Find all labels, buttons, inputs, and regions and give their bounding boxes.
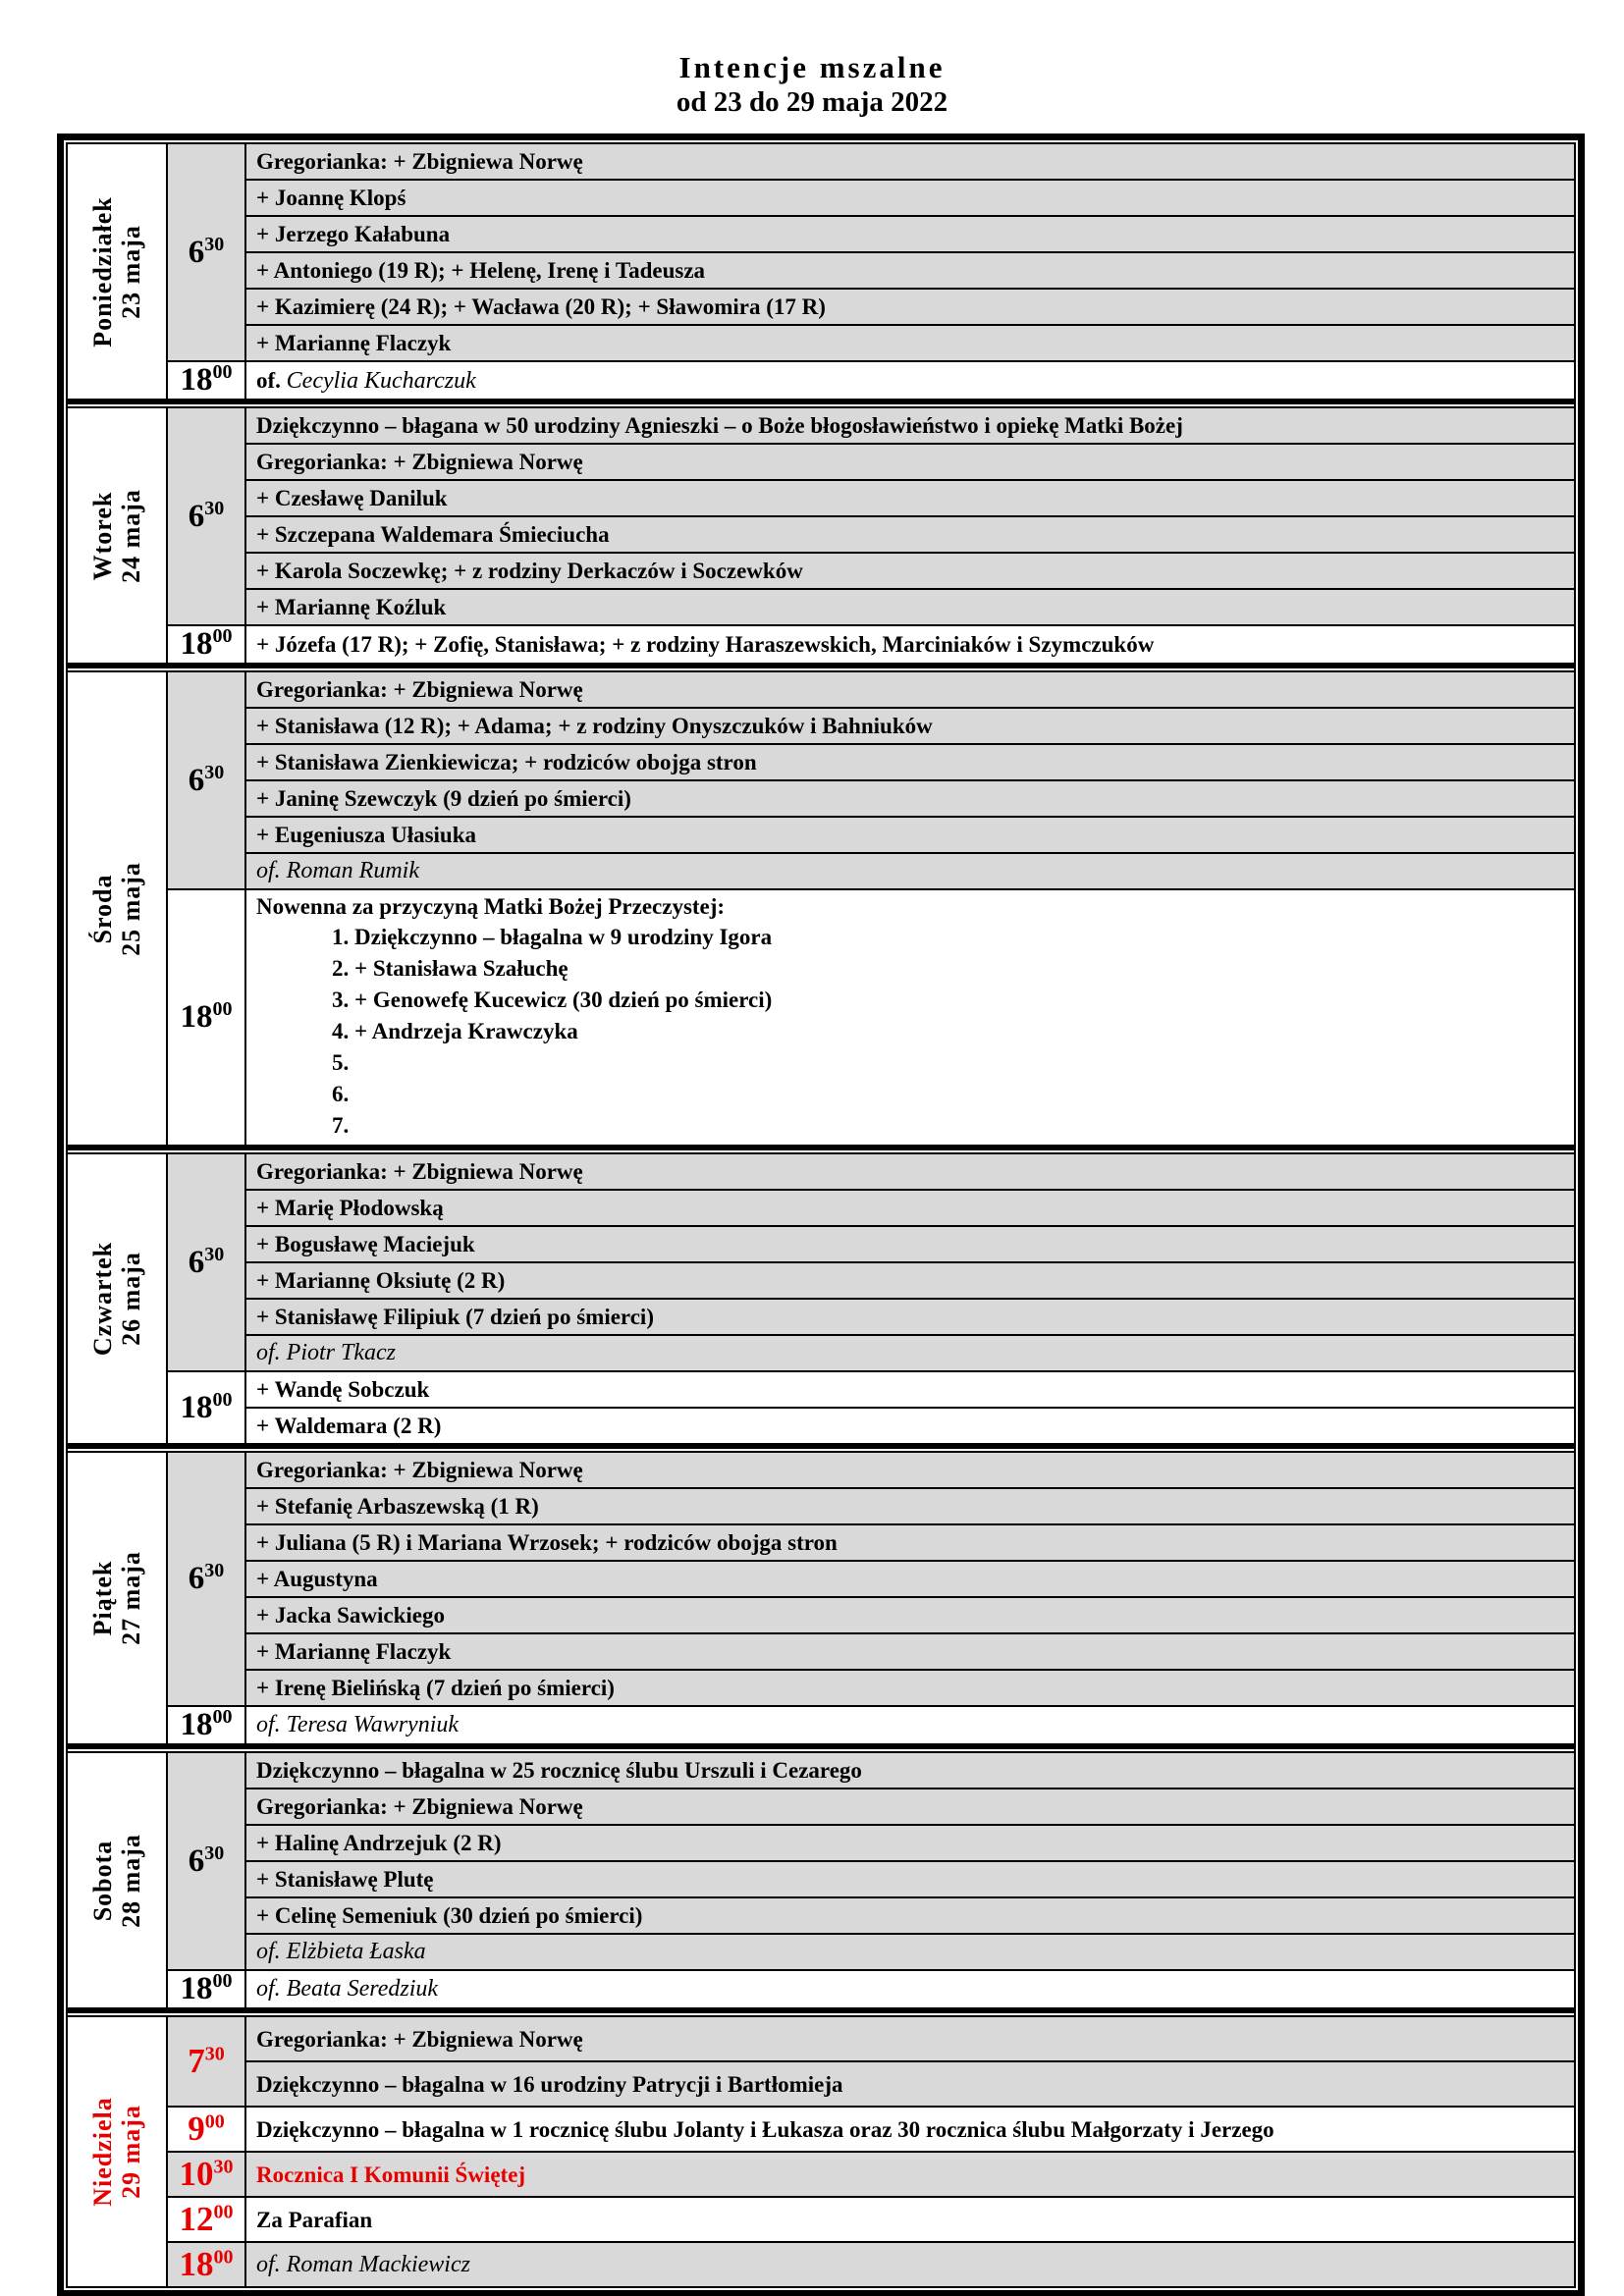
intention-text: + Mariannę Flaczyk [256, 331, 452, 355]
intention-row [246, 1669, 1574, 1705]
intention-text: + Eugeniusza Ułasiuka [256, 823, 477, 847]
day-label [88, 196, 145, 347]
intention-row [246, 1189, 1574, 1225]
intention-text: of. Roman Rumik [256, 858, 419, 883]
intention-text: of. Elżbieta Łaska [256, 1939, 426, 1964]
offering-name: Cecylia Kucharczuk [286, 367, 476, 394]
time-value: $6^{30}$ [188, 1842, 225, 1879]
intention-text: + Bogusławę Maciejuk [256, 1232, 475, 1256]
time-cell [168, 1971, 246, 2007]
intention-row [246, 1487, 1574, 1523]
time-cell [168, 1372, 246, 1443]
schedule-table [66, 142, 1576, 2288]
day-block [68, 144, 1574, 404]
day-cell [68, 2017, 168, 2286]
novena-item [354, 1047, 1566, 1079]
time-value: $12^{00}$ [179, 2200, 234, 2238]
intention-row [246, 1596, 1574, 1632]
day-name: Środa [87, 874, 117, 944]
day-date: 23 maja [117, 224, 145, 319]
time-slot [168, 1753, 1574, 1969]
intention-row [246, 215, 1574, 251]
intention-row [246, 1261, 1574, 1298]
intention-text: Za Parafian [256, 2207, 373, 2232]
time-value: $6^{30}$ [188, 1243, 225, 1280]
intention-row [246, 288, 1574, 324]
time-slot [168, 624, 1574, 663]
intention-text: + Juliana (5 R) i Mariana Wrzosek; + rodziców obojga stron [256, 1530, 838, 1555]
time-cell [168, 1753, 246, 1969]
intention-text: of. Beata Seredziuk [256, 1976, 439, 2002]
day-cell [68, 1453, 168, 1743]
intention-rows [246, 2108, 1574, 2151]
time-slot [168, 672, 1574, 888]
intention-row [246, 1372, 1574, 1407]
intention-row [246, 408, 1574, 443]
intention-text: + Irenę Bielińską (7 dzień po śmierci) [256, 1676, 615, 1700]
day-block [68, 406, 1574, 668]
intention-row [246, 1407, 1574, 1443]
time-slot [168, 2017, 1574, 2106]
novena-item: 4. + Andrzeja Krawczyka [354, 1016, 1566, 1047]
time-slot [168, 2151, 1574, 2196]
time-cell [168, 2243, 246, 2286]
time-value: $18^{00}$ [179, 2245, 234, 2283]
intention-rows [246, 626, 1574, 663]
day-date: 29 maja [117, 2105, 145, 2199]
intention-text: Dziękczynno – błagana w 50 urodziny Agnieszki – o Boże błogosławieństwo i opiekę Matki Bożej [256, 413, 1183, 438]
intention-row [246, 251, 1574, 288]
day-cell [68, 672, 168, 1145]
day-label [88, 1551, 145, 1645]
intention-text: Gregorianka: + Zbigniewa Norwę [256, 450, 583, 474]
intention-rows [246, 1453, 1574, 1705]
intention-row [246, 362, 1574, 399]
time-cell [168, 1154, 246, 1370]
time-cell [168, 1453, 246, 1705]
intention-text: Dziękczynno – błagalna w 25 rocznicę ślubu Urszuli i Cezarego [256, 1758, 862, 1783]
intention-rows [246, 2198, 1574, 2241]
intention-rows [246, 1154, 1574, 1370]
intention-text: Gregorianka: + Zbigniewa Norwę [256, 1159, 583, 1184]
intention-row [246, 324, 1574, 360]
intention-row [246, 479, 1574, 515]
day-slots [168, 1154, 1574, 1443]
time-cell [168, 626, 246, 663]
intention-text: + Stanisławę Filipiuk (7 dzień po śmierci) [256, 1305, 654, 1329]
day-block [68, 670, 1574, 1150]
time-cell [168, 1707, 246, 1743]
time-slot [168, 888, 1574, 1145]
day-slots [168, 408, 1574, 663]
day-cell [68, 1154, 168, 1443]
day-block [68, 1152, 1574, 1449]
intention-row [246, 1933, 1574, 1969]
time-slot [168, 408, 1574, 624]
intention-row [246, 144, 1574, 179]
intention-text: + Antoniego (19 R); + Helenę, Irenę i Tadeusza [256, 258, 706, 283]
time-value: $6^{30}$ [188, 497, 225, 534]
intention-rows [246, 2243, 1574, 2286]
day-block [68, 1751, 1574, 2013]
intention-text: + Augustyna [256, 1567, 378, 1591]
intention-row [246, 2243, 1574, 2286]
novena-item [354, 1110, 1566, 1142]
time-value: $18^{00}$ [180, 998, 233, 1035]
intention-text: Gregorianka: + Zbigniewa Norwę [256, 149, 583, 174]
time-cell [168, 2153, 246, 2196]
time-slot [168, 1370, 1574, 1443]
intention-row [246, 672, 1574, 707]
intention-row [246, 852, 1574, 888]
day-date: 27 maja [116, 1551, 145, 1645]
offering-prefix: of. [256, 367, 287, 393]
time-value: $18^{00}$ [180, 361, 233, 398]
day-slots [168, 144, 1574, 399]
intention-text: Rocznica I Komunii Świętej [256, 2162, 526, 2187]
intention-rows [246, 1753, 1574, 1969]
day-label [88, 489, 145, 583]
time-value: $6^{30}$ [188, 1560, 225, 1596]
novena-item: 3. + Genowefę Kucewicz (30 dzień po śmierci) [354, 985, 1566, 1016]
intention-text: of. Teresa Wawryniuk [256, 1712, 460, 1737]
day-date: 26 maja [117, 1252, 146, 1346]
time-cell [168, 144, 246, 360]
day-name: Niedziela [88, 2097, 117, 2207]
intention-row [246, 1523, 1574, 1560]
day-slots [168, 2017, 1574, 2286]
intention-row [246, 552, 1574, 588]
day-name: Piątek [87, 1560, 117, 1636]
time-value: $6^{30}$ [188, 233, 225, 270]
intention-text: Nowenna za przyczyną Matki Bożej Przeczystej: [256, 894, 726, 919]
intention-row [246, 1707, 1574, 1743]
day-date: 24 maja [116, 488, 145, 583]
intention-text: + Karola Soczewkę; + z rodziny Derkaczów i Soczewków [256, 559, 803, 583]
time-cell [168, 362, 246, 399]
page-subtitle: od 23 do 29 maja 2022 [676, 86, 948, 118]
intention-text: + Czesławę Daniluk [256, 486, 448, 510]
intention-rows [246, 408, 1574, 624]
intention-row [246, 1453, 1574, 1487]
intention-text: of. Roman Mackiewicz [256, 2251, 470, 2277]
intention-text: Gregorianka: + Zbigniewa Norwę [256, 677, 583, 702]
intention-text: Dziękczynno – błagalna w 1 rocznicę ślubu Jolanty i Łukasza oraz 30 rocznica ślubu Małgorzaty i Jerzego [256, 2116, 1274, 2142]
time-slot [168, 2106, 1574, 2151]
intention-text: + Mariannę Koźluk [256, 595, 447, 619]
day-label [88, 1834, 145, 1928]
time-value: $18^{00}$ [180, 1706, 233, 1742]
day-date: 25 maja [116, 861, 145, 956]
intention-text: + Joannę Klopś [256, 186, 406, 210]
intention-row [246, 1632, 1574, 1669]
intention-text: + Marię Płodowską [256, 1196, 444, 1220]
intention-text: Gregorianka: + Zbigniewa Norwę [256, 1794, 583, 1819]
intention-rows [246, 144, 1574, 360]
intention-row [246, 515, 1574, 552]
intention-row [246, 2198, 1574, 2241]
intention-row [246, 890, 1574, 1145]
time-cell [168, 2108, 246, 2151]
time-slot [168, 1453, 1574, 1705]
day-cell [68, 1753, 168, 2007]
time-slot [168, 2241, 1574, 2286]
time-slot [168, 1154, 1574, 1370]
day-label [88, 1242, 145, 1356]
intention-row [246, 1753, 1574, 1788]
day-name: Wtorek [87, 491, 117, 580]
intention-rows [246, 2017, 1574, 2106]
day-block [68, 1451, 1574, 1749]
intention-text: + Szczepana Waldemara Śmieciucha [256, 522, 610, 547]
intention-text: + Stanisławę Plutę [256, 1867, 434, 1892]
intention-row [246, 1154, 1574, 1189]
time-slot [168, 1705, 1574, 1743]
intention-text: + Halinę Andrzejuk (2 R) [256, 1831, 502, 1855]
intention-row [246, 1225, 1574, 1261]
intention-rows [246, 1707, 1574, 1743]
day-slots [168, 672, 1574, 1145]
intention-row [246, 779, 1574, 816]
intention-text: of. Piotr Tkacz [256, 1340, 396, 1365]
intention-row [246, 2060, 1574, 2106]
novena-item [354, 1079, 1566, 1110]
time-slot [168, 360, 1574, 399]
intention-row [246, 1971, 1574, 2007]
intention-row [246, 1560, 1574, 1596]
intention-row [246, 707, 1574, 743]
intention-rows [246, 1971, 1574, 2007]
intention-text [256, 365, 1566, 397]
time-value: $10^{30}$ [179, 2155, 234, 2193]
document-header [0, 0, 1624, 120]
intention-text: Gregorianka: + Zbigniewa Norwę [256, 1458, 583, 1482]
intention-row [246, 2017, 1574, 2060]
time-cell [168, 890, 246, 1145]
novena-item: 1. Dziękczynno – błagalna w 9 urodziny Igora [354, 922, 1566, 953]
time-cell [168, 2198, 246, 2241]
day-label [88, 862, 145, 956]
time-value: $18^{00}$ [180, 625, 233, 662]
day-cell [68, 144, 168, 399]
day-date: 28 maja [116, 1833, 145, 1928]
day-name: Czwartek [88, 1241, 118, 1357]
day-label [88, 2097, 145, 2207]
day-cell [68, 408, 168, 663]
intention-row [246, 1896, 1574, 1933]
time-cell [168, 672, 246, 888]
intention-text: + Waldemara (2 R) [256, 1414, 442, 1438]
intention-row [246, 1334, 1574, 1370]
intention-text: + Mariannę Oksiutę (2 R) [256, 1268, 506, 1293]
time-value: $7^{30}$ [188, 2042, 225, 2080]
intention-text: + Stefanię Arbaszewską (1 R) [256, 1494, 539, 1519]
intention-text: + Kazimierę (24 R); + Wacława (20 R); + Sławomira (17 R) [256, 294, 826, 319]
intention-row [246, 179, 1574, 215]
day-slots [168, 1453, 1574, 1743]
intention-rows [246, 1372, 1574, 1443]
intention-rows [246, 672, 1574, 888]
intention-row [246, 816, 1574, 852]
intention-row [246, 1824, 1574, 1860]
intention-text: + Józefa (17 R); + Zofię, Stanisława; + z rodziny Haraszewskich, Marciniaków i Szymczuków [256, 632, 1155, 657]
time-cell [168, 408, 246, 624]
time-value: $6^{30}$ [188, 761, 225, 798]
intention-text: + Stanisława (12 R); + Adama; + z rodziny Onyszczuków i Bahniuków [256, 714, 933, 738]
intention-text: + Jacka Sawickiego [256, 1603, 445, 1628]
intention-text: Dziękczynno – błagalna w 16 urodziny Patrycji i Bartłomieja [256, 2071, 843, 2097]
intention-row [246, 2108, 1574, 2151]
time-value: $18^{00}$ [180, 1970, 233, 2006]
intention-row [246, 743, 1574, 779]
intention-row [246, 1860, 1574, 1896]
intention-row [246, 1298, 1574, 1334]
day-name: Poniedziałek [88, 195, 117, 347]
time-value: $9^{00}$ [188, 2109, 225, 2148]
novena-list [321, 922, 1566, 1142]
day-slots [168, 1753, 1574, 2007]
intention-row [246, 626, 1574, 663]
intention-row [246, 588, 1574, 624]
intention-text: + Celinę Semeniuk (30 dzień po śmierci) [256, 1903, 643, 1928]
time-slot [168, 1969, 1574, 2007]
time-value: $18^{00}$ [180, 1388, 233, 1425]
intention-row [246, 443, 1574, 479]
intention-row [246, 2153, 1574, 2196]
day-name: Sobota [87, 1840, 117, 1921]
schedule-table-frame [57, 133, 1585, 2296]
intention-text: + Jerzego Kałabuna [256, 222, 451, 246]
time-slot [168, 144, 1574, 360]
intention-row [246, 1788, 1574, 1824]
intention-rows [246, 2153, 1574, 2196]
intention-text: Gregorianka: + Zbigniewa Norwę [256, 2026, 583, 2052]
intention-text: + Stanisława Zienkiewicza; + rodziców obojga stron [256, 750, 757, 774]
time-slot [168, 2196, 1574, 2241]
time-cell [168, 2017, 246, 2106]
intention-text: + Mariannę Flaczyk [256, 1639, 452, 1664]
novena-item: 2. + Stanisława Szałuchę [354, 953, 1566, 985]
intention-text: + Janinę Szewczyk (9 dzień po śmierci) [256, 786, 631, 811]
intention-text: + Wandę Sobczuk [256, 1377, 430, 1402]
day-block [68, 2015, 1574, 2286]
intention-rows [246, 362, 1574, 399]
page-title: Intencje mszalne [678, 50, 946, 84]
intention-rows [246, 890, 1574, 1145]
